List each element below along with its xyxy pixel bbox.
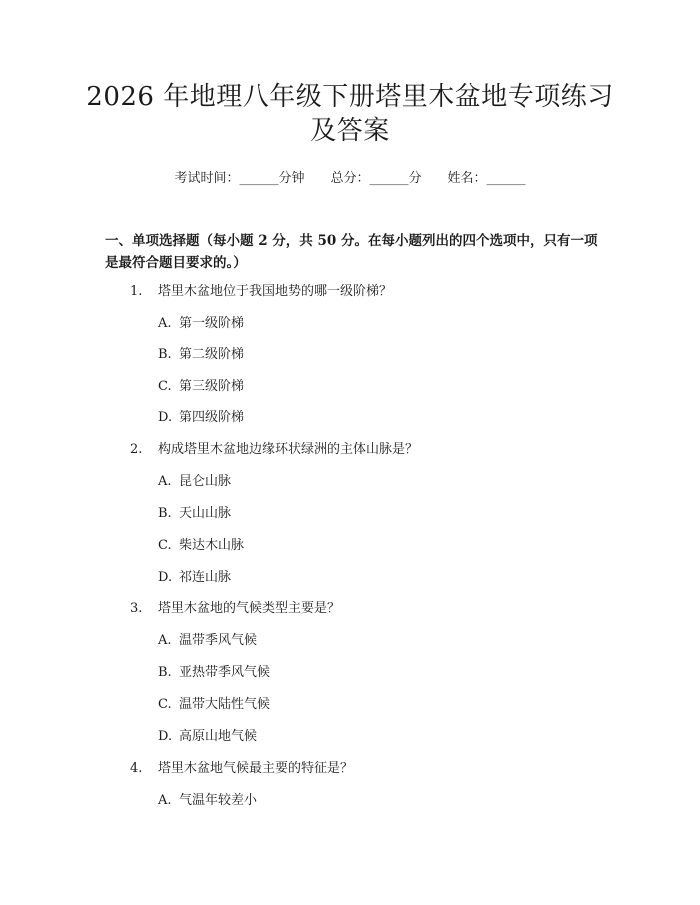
name-blank: ______ xyxy=(486,171,526,186)
score-blank: ______ xyxy=(369,171,409,186)
option-letter: D. xyxy=(158,570,173,585)
time-unit: 分钟 xyxy=(278,171,305,186)
question-number: 3. xyxy=(130,601,143,616)
option-letter: A. xyxy=(158,633,172,648)
option-text: 温带大陆性气候 xyxy=(179,697,271,712)
option-letter: D. xyxy=(158,729,173,744)
question-text: 塔里木盆地的气候类型主要是？ xyxy=(158,601,341,616)
option-1d xyxy=(158,409,244,427)
option-letter: C. xyxy=(158,379,172,394)
option-3b xyxy=(158,664,270,682)
title-line-2: 及答案 xyxy=(310,116,390,146)
question-number: 2. xyxy=(130,442,143,457)
question-text: 塔里木盆地气候最主要的特征是？ xyxy=(158,761,354,776)
score-label: 总分： xyxy=(330,171,370,186)
option-text: 第三级阶梯 xyxy=(179,379,245,394)
time-blank: ______ xyxy=(239,171,279,186)
section-heading-line-2: 是最符合题目要求的。） xyxy=(105,255,247,271)
title-line-1: 2026 年地理八年级下册塔里木盆地专项练习 xyxy=(86,82,614,112)
option-2d xyxy=(158,569,231,587)
option-3d xyxy=(158,728,257,746)
question-2 xyxy=(130,441,418,459)
option-letter: B. xyxy=(158,347,172,362)
score-unit: 分 xyxy=(408,171,422,186)
option-text: 昆仑山脉 xyxy=(179,474,232,489)
section-heading-line-1: 一、单项选择题（每小题 2 分，共 50 分。在每小题列出的四个选项中，只有一项 xyxy=(105,233,598,249)
option-letter: B. xyxy=(158,665,172,680)
option-text: 天山山脉 xyxy=(179,506,232,521)
option-1a xyxy=(158,315,244,333)
option-text: 高原山地气候 xyxy=(179,729,258,744)
option-3c xyxy=(158,696,270,714)
option-letter: A. xyxy=(158,316,172,331)
option-letter: C. xyxy=(158,538,172,553)
option-letter: D. xyxy=(158,410,173,425)
exam-info xyxy=(0,170,700,188)
question-number: 1. xyxy=(130,284,143,299)
option-2c xyxy=(158,537,244,555)
option-2a xyxy=(158,473,231,491)
option-letter: C. xyxy=(158,697,172,712)
question-4 xyxy=(130,760,353,778)
option-letter: B. xyxy=(158,506,172,521)
option-1c xyxy=(158,378,244,396)
option-text: 气温年较差小 xyxy=(179,793,258,808)
name-label: 姓名： xyxy=(447,171,487,186)
option-text: 温带季风气候 xyxy=(179,633,258,648)
question-text: 构成塔里木盆地边缘环状绿洲的主体山脉是？ xyxy=(158,442,419,457)
section-heading xyxy=(105,230,605,274)
option-text: 柴达木山脉 xyxy=(179,538,245,553)
option-text: 第一级阶梯 xyxy=(179,316,245,331)
time-label: 考试时间： xyxy=(174,171,240,186)
option-3a xyxy=(158,632,257,650)
document-title xyxy=(70,80,630,148)
option-1b xyxy=(158,346,244,364)
question-1 xyxy=(130,283,392,301)
option-4a xyxy=(158,792,257,810)
option-text: 亚热带季风气候 xyxy=(179,665,271,680)
option-2b xyxy=(158,505,231,523)
question-3 xyxy=(130,600,340,618)
option-letter: A. xyxy=(158,793,172,808)
option-letter: A. xyxy=(158,474,172,489)
option-text: 第四级阶梯 xyxy=(179,410,245,425)
option-text: 第二级阶梯 xyxy=(179,347,245,362)
question-text: 塔里木盆地位于我国地势的哪一级阶梯？ xyxy=(158,284,393,299)
question-number: 4. xyxy=(130,761,143,776)
option-text: 祁连山脉 xyxy=(179,570,232,585)
